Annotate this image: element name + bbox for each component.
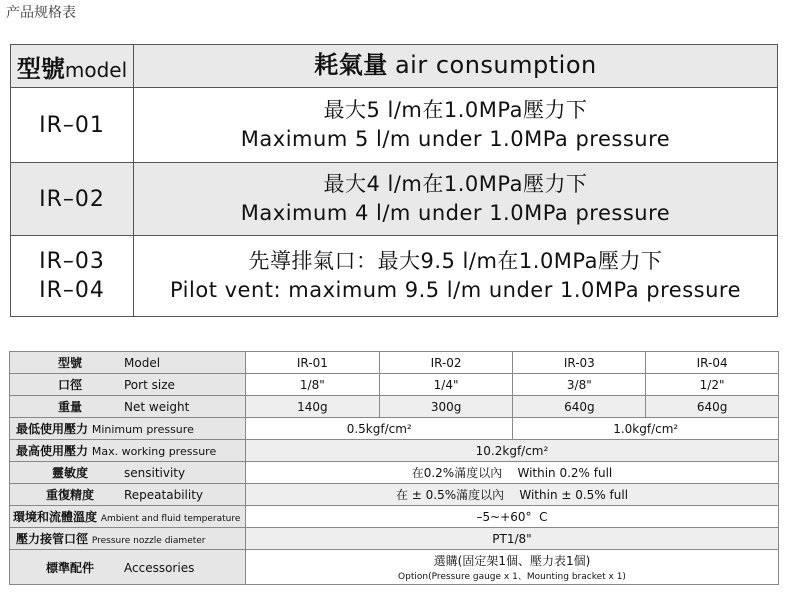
model-cell xyxy=(11,163,134,236)
spec-label-en: Repeatability xyxy=(124,488,204,502)
spec-row-min-pressure xyxy=(10,418,779,440)
spec-label-en: Accessories xyxy=(124,560,195,575)
consumption-en: Maximum 5 l/m under 1.0MPa pressure xyxy=(240,127,671,151)
air-header-en: air consumption xyxy=(394,51,597,79)
spec-label-en: sensitivity xyxy=(124,466,186,480)
spec-table xyxy=(9,351,779,585)
consumption-zh: 先導排氣口：最大9.5 l/m在1.0MPa壓力下 xyxy=(248,249,663,273)
spec-label xyxy=(10,440,246,462)
consumption-zh: 最大5 l/m在1.0MPa壓力下 xyxy=(323,98,588,122)
spec-value xyxy=(245,550,778,585)
consumption-en: Pilot vent: maximum 9.5 l/m under 1.0MPa pressure xyxy=(169,278,742,302)
model-header-cell xyxy=(11,45,134,88)
spec-value: 在 ± 0.5%滿度以內 Within ± 0.5% full xyxy=(245,484,778,506)
spec-label xyxy=(10,484,246,506)
spec-value: 140g xyxy=(245,396,379,418)
spec-row-sensitivity xyxy=(10,462,779,484)
spec-value: 300g xyxy=(379,396,513,418)
spec-label-zh: 靈敏度 xyxy=(51,466,88,480)
spec-value: 1/2" xyxy=(646,374,779,396)
air-header-cell xyxy=(134,45,778,88)
model-header-zh: 型號 xyxy=(16,54,65,83)
air-table-row xyxy=(11,163,778,236)
spec-label xyxy=(10,396,246,418)
model-header: IR-01 xyxy=(245,352,379,374)
consumption-cell xyxy=(134,163,778,236)
spec-value: 640g xyxy=(646,396,779,418)
model-header: IR-02 xyxy=(379,352,513,374)
air-consumption-table xyxy=(10,44,778,317)
model-cell xyxy=(11,88,134,163)
spec-label-en: Port size xyxy=(124,378,175,392)
consumption-cell xyxy=(134,88,778,163)
spec-row-port xyxy=(10,374,779,396)
model-name: IR–02 xyxy=(39,186,105,212)
spec-label-zh: 最高使用壓力 xyxy=(16,444,89,458)
model-name: IR–03 xyxy=(39,249,105,274)
accessories-zh: 選購(固定架1個、壓力表1個) xyxy=(433,554,591,568)
spec-label xyxy=(10,528,246,550)
air-table-row xyxy=(11,88,778,163)
spec-value: 在0.2%滿度以內 Within 0.2% full xyxy=(245,462,778,484)
spec-label xyxy=(10,418,246,440)
spec-label-en: Pressure nozzle diameter xyxy=(91,536,206,546)
spec-row-weight xyxy=(10,396,779,418)
spec-label-zh: 重量 xyxy=(57,400,82,414)
spec-label-zh: 口徑 xyxy=(57,378,82,392)
spec-label xyxy=(10,506,246,528)
consumption-cell xyxy=(134,236,778,317)
spec-row-repeatability xyxy=(10,484,779,506)
model-name: IR–04 xyxy=(39,278,105,303)
air-header-zh: 耗氣量 xyxy=(314,51,388,79)
spec-label-zh: 壓力接管口徑 xyxy=(16,532,89,546)
spec-row-nozzle xyxy=(10,528,779,550)
model-cell xyxy=(11,236,134,317)
air-table-row xyxy=(11,236,778,317)
spec-value: –5~+60° C xyxy=(245,506,778,528)
consumption-zh: 最大4 l/m在1.0MPa壓力下 xyxy=(323,172,588,196)
spec-value: 3/8" xyxy=(513,374,646,396)
spec-label xyxy=(10,550,246,585)
spec-value: PT1/8" xyxy=(245,528,778,550)
model-name: IR–01 xyxy=(39,112,105,138)
spec-label-zh: 最低使用壓力 xyxy=(16,422,89,436)
model-header: IR-04 xyxy=(646,352,779,374)
spec-value: 0.5kgf/cm² xyxy=(245,418,512,440)
spec-label-en: Model xyxy=(124,356,161,370)
page-heading: 产品规格表 xyxy=(6,5,76,21)
spec-value: 1/8" xyxy=(245,374,379,396)
spec-row-accessories xyxy=(10,550,779,585)
spec-label-zh: 標準配件 xyxy=(45,560,94,575)
spec-value: 1/4" xyxy=(379,374,513,396)
accessories-en: Option(Pressure gauge x 1、Mounting bracket x 1) xyxy=(398,572,626,582)
spec-value: 1.0kgf/cm² xyxy=(513,418,779,440)
spec-label-en: Net weight xyxy=(124,400,190,414)
spec-label-en: Max. working pressure xyxy=(91,445,217,458)
air-table-header-row xyxy=(11,45,778,88)
spec-label-zh: 型號 xyxy=(57,356,82,370)
spec-label xyxy=(10,374,246,396)
spec-label-zh: 重復精度 xyxy=(45,488,94,502)
spec-value: 640g xyxy=(513,396,646,418)
spec-header-row xyxy=(10,352,779,374)
spec-label-en: Minimum pressure xyxy=(91,423,194,436)
spec-label xyxy=(10,352,246,374)
spec-label-en: Ambient and fluid temperature xyxy=(100,514,241,524)
consumption-en: Maximum 4 l/m under 1.0MPa pressure xyxy=(240,201,671,225)
model-header: IR-03 xyxy=(513,352,646,374)
spec-row-temperature xyxy=(10,506,779,528)
spec-label xyxy=(10,462,246,484)
model-header-en: model xyxy=(64,57,128,82)
spec-row-max-pressure xyxy=(10,440,779,462)
spec-value: 10.2kgf/cm² xyxy=(245,440,778,462)
spec-label-zh: 環境和流體溫度 xyxy=(13,510,98,524)
